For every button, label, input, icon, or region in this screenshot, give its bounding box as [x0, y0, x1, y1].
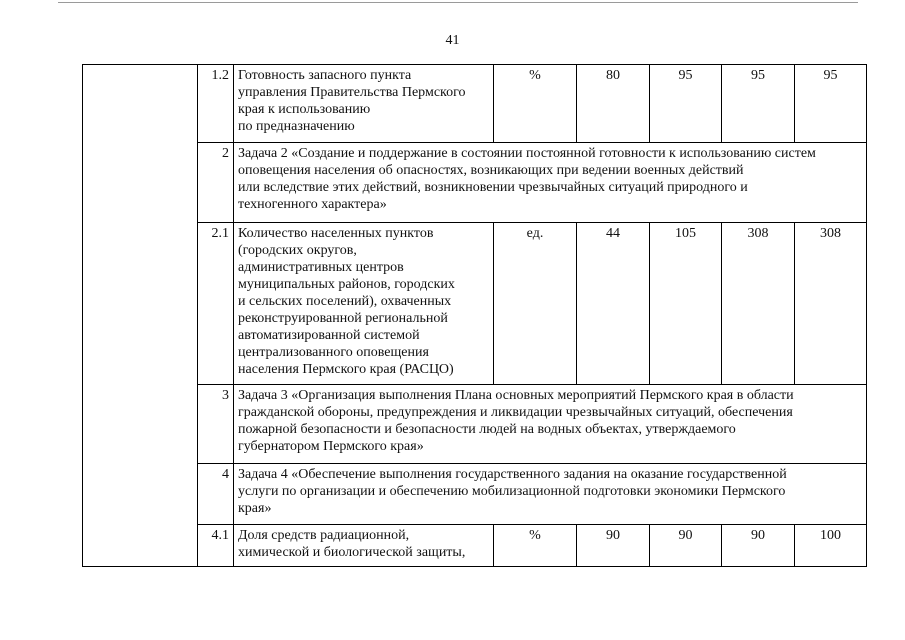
- value-cell: 90: [650, 525, 722, 567]
- table-row-task-3: [83, 385, 867, 464]
- page-number: 41: [445, 33, 460, 48]
- task-text: Задача 3 «Организация выполнения Плана основных мероприятий Пермского края в области гражданской обороны, предупреждения и ликвидации чрезвычайных ситуаций, обеспечения пожарной безопасности и безопасности людей на водных объектах, утверждаемого губернатором Пермского края»: [234, 385, 867, 464]
- table-row-4-1: [83, 525, 867, 567]
- row-number: 2.1: [198, 223, 234, 385]
- row-number: 4.1: [198, 525, 234, 567]
- row-number: 2: [198, 143, 234, 223]
- value-cell: 90: [722, 525, 795, 567]
- task-text: Задача 4 «Обеспечение выполнения государственного задания на оказание государственной услуги по организации и обеспечению мобилизационной подготовки экономики Пермского края»: [234, 464, 867, 525]
- row-number: 1.2: [198, 65, 234, 143]
- value-cell: 80: [577, 65, 650, 143]
- value-cell: 308: [722, 223, 795, 385]
- indicator-name: Готовность запасного пункта управления Правительства Пермского края к использованию по предназначению: [234, 65, 494, 143]
- value-cell: 95: [722, 65, 795, 143]
- row-number: 4: [198, 464, 234, 525]
- blank-left-column: [83, 65, 198, 567]
- unit-cell: %: [494, 65, 577, 143]
- table-row-task-4: [83, 464, 867, 525]
- table-row-2-1: [83, 223, 867, 385]
- unit-cell: %: [494, 525, 577, 567]
- value-cell: 95: [795, 65, 867, 143]
- value-cell: 308: [795, 223, 867, 385]
- value-cell: 90: [577, 525, 650, 567]
- value-cell: 100: [795, 525, 867, 567]
- row-number: 3: [198, 385, 234, 464]
- scan-top-edge-line: [58, 2, 858, 3]
- table-row-1-2: [83, 65, 867, 143]
- indicator-name: Количество населенных пунктов (городских округов, административных центров муниципальных районов, городских и сельских поселений), охваченных реконструированной региональной автоматизированной системой централизованного оповещения населения Пермского края (РАСЦО): [234, 223, 494, 385]
- value-cell: 95: [650, 65, 722, 143]
- task-text: Задача 2 «Создание и поддержание в состоянии постоянной готовности к использованию систем оповещения населения об опасностях, возникающих при ведении военных действий или вследствие этих действий, возникновении чрезвычайных ситуаций природного и техногенного характера»: [234, 143, 867, 223]
- indicators-table: [82, 64, 867, 567]
- value-cell: 105: [650, 223, 722, 385]
- unit-cell: ед.: [494, 223, 577, 385]
- indicator-name: Доля средств радиационной, химической и биологической защиты,: [234, 525, 494, 567]
- value-cell: 44: [577, 223, 650, 385]
- table-row-task-2: [83, 143, 867, 223]
